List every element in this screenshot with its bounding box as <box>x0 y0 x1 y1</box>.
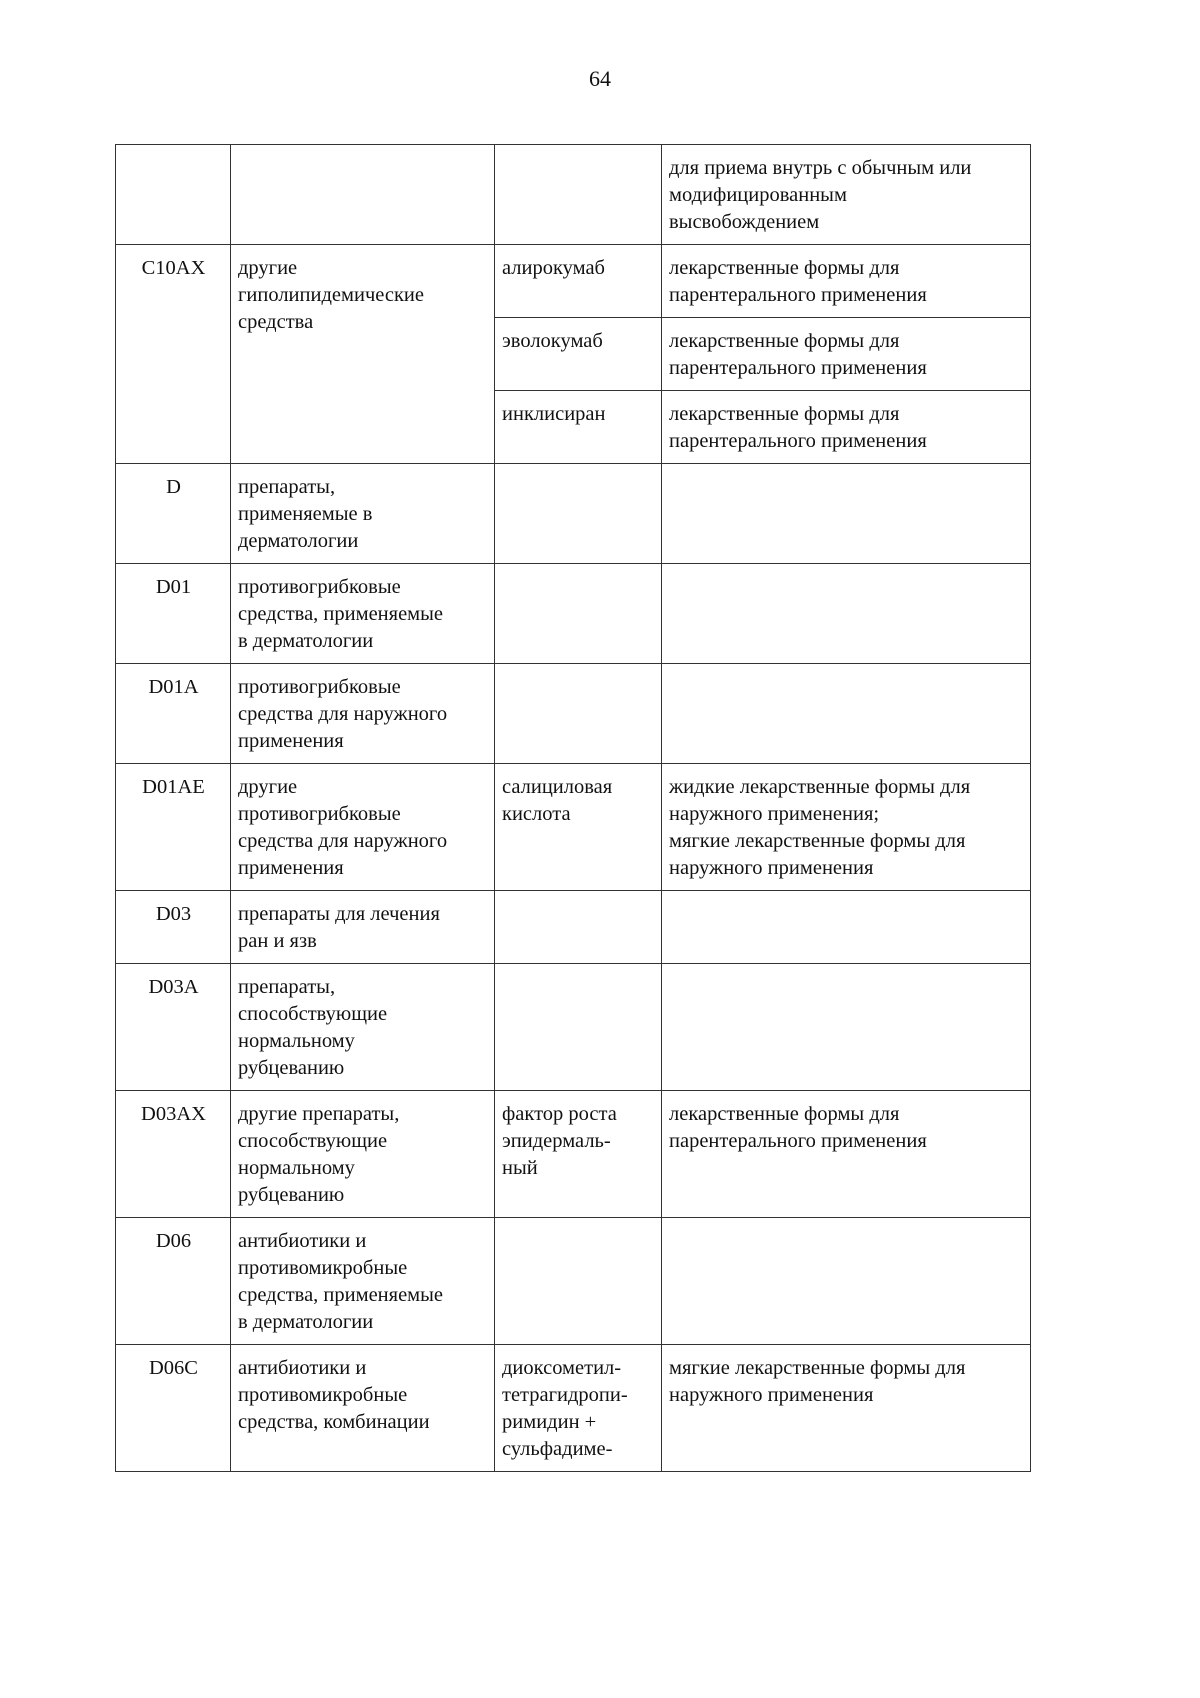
dosage-form-cell <box>662 145 1031 245</box>
group-name-line: дерматологии <box>238 530 359 552</box>
dosage-form-line: наружного применения <box>669 857 874 879</box>
drug-name-cell <box>495 564 662 664</box>
dosage-form-cell <box>662 664 1031 764</box>
drug-name-line: салициловая <box>502 776 613 798</box>
table-row <box>116 891 1031 964</box>
group-name-line: средства для наружного <box>238 703 448 725</box>
drug-name-line: тетрагидропи- <box>502 1384 628 1406</box>
group-name-line: препараты для лечения <box>238 903 440 925</box>
drug-name-cell <box>495 464 662 564</box>
dosage-form-line: лекарственные формы для <box>669 403 900 425</box>
dosage-form-cell <box>662 318 1031 391</box>
dosage-form-cell <box>662 1345 1031 1472</box>
group-name-line: в дерматологии <box>238 1311 374 1333</box>
atc-code-cell: D01 <box>116 564 231 664</box>
anatomical-group-cell <box>231 891 495 964</box>
dosage-form-line: мягкие лекарственные формы для <box>669 1357 966 1379</box>
dosage-form-line: высвобождением <box>669 211 820 233</box>
drug-name-line: кислота <box>502 803 571 825</box>
dosage-form-cell <box>662 391 1031 464</box>
dosage-form-cell <box>662 564 1031 664</box>
group-name-line: средства, применяемые <box>238 603 444 625</box>
group-name-line: способствующие <box>238 1130 388 1152</box>
atc-code-cell: D <box>116 464 231 564</box>
dosage-form-line: для приема внутрь с обычным или <box>669 157 972 179</box>
dosage-form-line: парентерального применения <box>669 1130 927 1152</box>
table-row <box>116 1345 1031 1472</box>
dosage-form-cell <box>662 964 1031 1091</box>
anatomical-group-cell <box>231 664 495 764</box>
dosage-form-line: парентерального применения <box>669 357 927 379</box>
group-name-line: препараты, <box>238 976 336 998</box>
anatomical-group-cell <box>231 145 495 245</box>
drug-name-cell <box>495 145 662 245</box>
anatomical-group-cell <box>231 1345 495 1472</box>
table-row <box>116 245 1031 318</box>
drug-name-cell <box>495 964 662 1091</box>
group-name-line: средства для наружного <box>238 830 448 852</box>
group-name-line: другие <box>238 776 298 798</box>
drug-name-line: эволокумаб <box>502 330 603 352</box>
dosage-form-line: парентерального применения <box>669 284 927 306</box>
drug-name-cell <box>495 318 662 391</box>
table-row <box>116 1218 1031 1345</box>
group-name-line: противомикробные <box>238 1384 408 1406</box>
table-row <box>116 564 1031 664</box>
page-number: 64 <box>589 66 611 91</box>
dosage-form-line: модифицированным <box>669 184 847 206</box>
anatomical-group-cell <box>231 964 495 1091</box>
dosage-form-cell <box>662 891 1031 964</box>
group-name-line: противомикробные <box>238 1257 408 1279</box>
table-row <box>116 964 1031 1091</box>
dosage-form-line: лекарственные формы для <box>669 330 900 352</box>
atc-code-cell: D01A <box>116 664 231 764</box>
drug-name-line: фактор роста <box>502 1103 617 1125</box>
group-name-line: применения <box>238 730 344 752</box>
drug-name-cell <box>495 1345 662 1472</box>
dosage-form-cell <box>662 1218 1031 1345</box>
dosage-form-line: лекарственные формы для <box>669 1103 900 1125</box>
group-name-line: рубцеванию <box>238 1057 345 1079</box>
anatomical-group-cell <box>231 1091 495 1218</box>
group-name-line: ран и язв <box>238 930 317 952</box>
anatomical-group-cell <box>231 1218 495 1345</box>
table-row <box>116 1091 1031 1218</box>
atc-code-cell: D03 <box>116 891 231 964</box>
group-name-line: средства <box>238 311 314 333</box>
group-name-line: препараты, <box>238 476 336 498</box>
dosage-form-line: мягкие лекарственные формы для <box>669 830 966 852</box>
anatomical-group-cell <box>231 245 495 464</box>
drug-name-cell <box>495 664 662 764</box>
group-name-line: применяемые в <box>238 503 373 525</box>
group-name-line: противогрибковые <box>238 676 401 698</box>
group-name-line: противогрибковые <box>238 576 401 598</box>
drug-name-cell <box>495 1218 662 1345</box>
group-name-line: средства, применяемые <box>238 1284 444 1306</box>
drug-table <box>115 144 1031 1472</box>
drug-name-line: алирокумаб <box>502 257 605 279</box>
atc-code-cell <box>116 145 231 245</box>
group-name-line: антибиотики и <box>238 1357 367 1379</box>
drug-name-line: диоксометил- <box>502 1357 622 1379</box>
table-row <box>116 764 1031 891</box>
drug-name-cell <box>495 391 662 464</box>
group-name-line: в дерматологии <box>238 630 374 652</box>
drug-name-line: эпидермаль- <box>502 1130 611 1152</box>
dosage-form-cell <box>662 764 1031 891</box>
dosage-form-cell <box>662 1091 1031 1218</box>
atc-code-cell: C10AX <box>116 245 231 464</box>
drug-name-line: сульфадиме- <box>502 1438 613 1460</box>
group-name-line: другие препараты, <box>238 1103 400 1125</box>
anatomical-group-cell <box>231 564 495 664</box>
dosage-form-line: парентерального применения <box>669 430 927 452</box>
group-name-line: нормальному <box>238 1030 355 1052</box>
table-row <box>116 664 1031 764</box>
group-name-line: антибиотики и <box>238 1230 367 1252</box>
drug-name-line: инклисиран <box>502 403 606 425</box>
group-name-line: применения <box>238 857 344 879</box>
dosage-form-cell <box>662 245 1031 318</box>
group-name-line: способствующие <box>238 1003 388 1025</box>
atc-code-cell: D06C <box>116 1345 231 1472</box>
drug-name-cell <box>495 891 662 964</box>
dosage-form-line: наружного применения <box>669 1384 874 1406</box>
atc-code-cell: D01AE <box>116 764 231 891</box>
atc-code-cell: D06 <box>116 1218 231 1345</box>
drug-name-line: ный <box>502 1157 538 1179</box>
drug-name-cell <box>495 764 662 891</box>
group-name-line: другие <box>238 257 298 279</box>
table-row <box>116 145 1031 245</box>
dosage-form-line: наружного применения; <box>669 803 880 825</box>
table-row <box>116 464 1031 564</box>
anatomical-group-cell <box>231 764 495 891</box>
group-name-line: нормальному <box>238 1157 355 1179</box>
group-name-line: рубцеванию <box>238 1184 345 1206</box>
group-name-line: гиполипидемические <box>238 284 424 306</box>
table-body <box>116 145 1031 1472</box>
anatomical-group-cell <box>231 464 495 564</box>
atc-code-cell: D03A <box>116 964 231 1091</box>
dosage-form-line: лекарственные формы для <box>669 257 900 279</box>
atc-code-cell: D03AX <box>116 1091 231 1218</box>
drug-name-cell <box>495 1091 662 1218</box>
group-name-line: средства, комбинации <box>238 1411 430 1433</box>
dosage-form-line: жидкие лекарственные формы для <box>669 776 971 798</box>
drug-name-line: римидин + <box>502 1411 597 1433</box>
drug-name-cell <box>495 245 662 318</box>
dosage-form-cell <box>662 464 1031 564</box>
group-name-line: противогрибковые <box>238 803 401 825</box>
